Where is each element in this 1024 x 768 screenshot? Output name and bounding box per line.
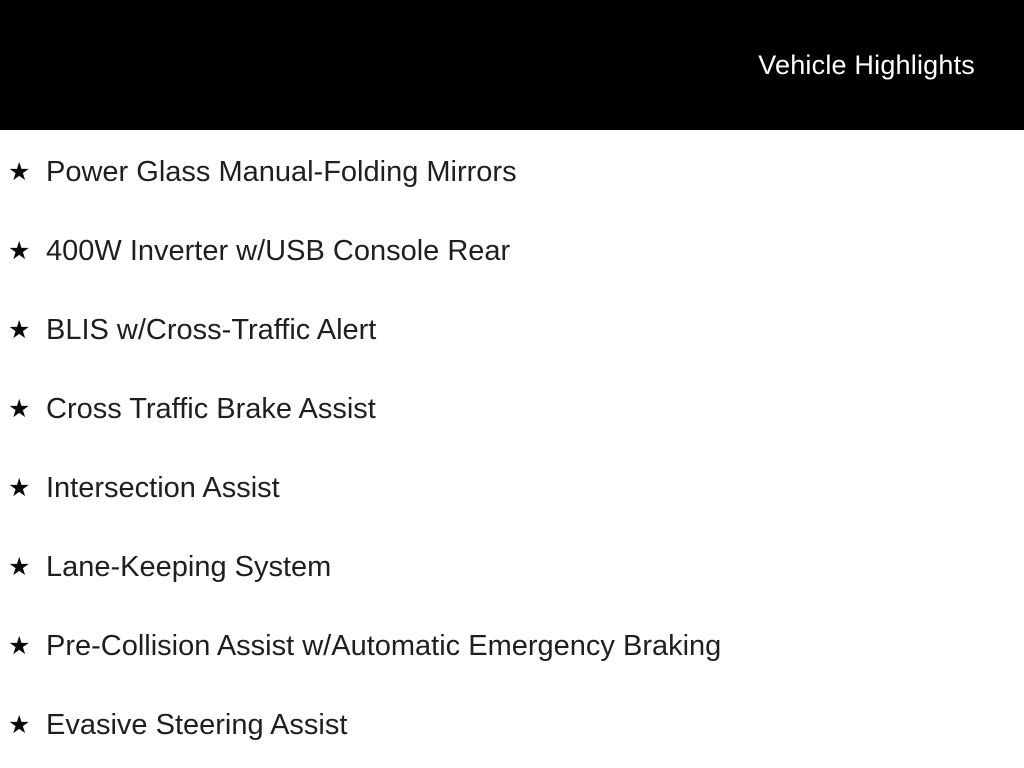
- list-item-label: 400W Inverter w/USB Console Rear: [46, 234, 511, 267]
- list-item: [8, 528, 1024, 607]
- page-title: Vehicle Highlights: [758, 49, 975, 80]
- star-icon: ★: [8, 395, 31, 423]
- list-item: [8, 607, 1024, 686]
- star-icon: ★: [8, 553, 31, 581]
- list-item: [8, 449, 1024, 528]
- star-icon: ★: [8, 632, 31, 660]
- list-item: [8, 686, 1024, 765]
- star-icon: ★: [8, 158, 31, 186]
- list-item-label: Cross Traffic Brake Assist: [46, 392, 376, 425]
- list-item: [8, 291, 1024, 370]
- highlights-list: [0, 130, 1024, 765]
- list-item: [8, 133, 1024, 212]
- list-item: [8, 212, 1024, 291]
- star-icon: ★: [8, 237, 31, 265]
- list-item-label: BLIS w/Cross-Traffic Alert: [46, 313, 377, 346]
- header-bar: [0, 0, 1024, 130]
- list-item-label: Intersection Assist: [46, 471, 280, 504]
- list-item-label: Power Glass Manual-Folding Mirrors: [46, 155, 517, 188]
- list-item-label: Evasive Steering Assist: [46, 708, 348, 741]
- list-item: [8, 370, 1024, 449]
- star-icon: ★: [8, 316, 31, 344]
- list-item-label: Lane-Keeping System: [46, 550, 332, 583]
- star-icon: ★: [8, 474, 31, 502]
- list-item-label: Pre-Collision Assist w/Automatic Emergency Braking: [46, 629, 722, 662]
- star-icon: ★: [8, 711, 31, 739]
